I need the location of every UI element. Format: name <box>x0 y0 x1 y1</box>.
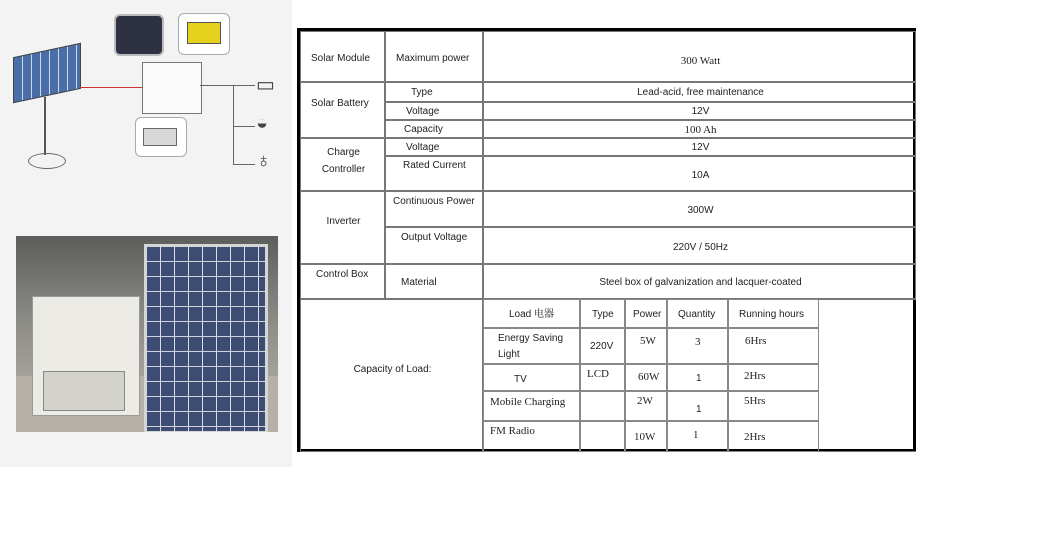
param-battery-type: Type <box>385 82 483 102</box>
value-battery-voltage: 12V <box>483 102 916 120</box>
param-battery-voltage: Voltage <box>385 102 483 120</box>
load-row-3-quantity: 1 <box>667 391 728 421</box>
output-bus <box>233 85 234 165</box>
value-battery-type: Lead-acid, free maintenance <box>483 82 916 102</box>
solar-panel-icon <box>13 43 81 103</box>
load-row-4-name: FM Radio <box>483 421 580 452</box>
param-controller-voltage: Voltage <box>385 138 483 156</box>
value-maximum-power: 300 Watt <box>483 31 916 82</box>
category-charge-controller: Charge Controller <box>300 138 385 191</box>
param-continuous-power: Continuous Power <box>385 191 483 227</box>
load-row-3-power: 2W <box>625 391 667 421</box>
load-row-2-type: LCD <box>580 364 625 391</box>
load-row-1-quantity: 3 <box>667 328 728 364</box>
capacity-of-load-label-cell: Capacity of Load: <box>300 299 483 452</box>
param-battery-capacity: Capacity <box>385 120 483 138</box>
load-row-1-power: 5W <box>625 328 667 364</box>
controller-box-icon <box>142 62 202 114</box>
param-output-voltage: Output Voltage <box>385 227 483 264</box>
load-row-3-hours: 5Hrs <box>728 391 819 421</box>
satellite-dish-icon: ◒ <box>256 112 269 134</box>
load-row-2-quantity: 1 <box>667 364 728 391</box>
system-diagram <box>0 0 292 205</box>
load-header-power: Power <box>625 299 667 328</box>
load-row-3-type <box>580 391 625 421</box>
param-rated-current: Rated Current <box>385 156 483 191</box>
value-rated-current: 10A <box>483 156 916 191</box>
value-output-voltage: 220V / 50Hz <box>483 227 916 264</box>
battery-icon <box>135 117 187 157</box>
load-row-4-hours: 2Hrs <box>728 421 819 452</box>
category-control-box: Control Box <box>300 264 385 299</box>
load-row-2-power: 60W <box>625 364 667 391</box>
light-bulb-icon: ♁ <box>256 150 271 172</box>
load-row-4-quantity: 1 <box>667 421 728 452</box>
param-maximum-power: Maximum power <box>385 31 483 82</box>
load-row-3-name: Mobile Charging <box>483 391 580 421</box>
value-controller-voltage: 12V <box>483 138 916 156</box>
load-row-2-hours: 2Hrs <box>728 364 819 391</box>
load-row-4-type <box>580 421 625 452</box>
spec-table <box>297 28 916 452</box>
load-header-quantity: Quantity <box>667 299 728 328</box>
tv-icon: ▭ <box>256 74 275 96</box>
panel-pole <box>44 97 46 155</box>
solar-panel-photo <box>144 244 268 432</box>
param-material: Material <box>385 264 483 299</box>
category-solar-module: Solar Module <box>300 31 385 82</box>
load-row-1-name: Energy Saving Light <box>483 328 580 364</box>
load-row-1-type: 220V <box>580 328 625 364</box>
value-material: Steel box of galvanization and lacquer-coated <box>483 264 916 299</box>
value-battery-capacity: 100 Ah <box>483 120 916 138</box>
load-header-running-hours: Running hours <box>728 299 819 328</box>
product-photo <box>16 236 278 432</box>
inverter-icon <box>178 13 230 55</box>
panel-base <box>28 153 66 169</box>
category-inverter: Inverter <box>300 191 385 264</box>
load-row-1-hours: 6Hrs <box>728 328 819 364</box>
solar-generator-cabinet <box>32 296 140 416</box>
charge-controller-icon <box>114 14 164 56</box>
load-row-2-name: TV <box>483 364 580 391</box>
load-header-type: Type <box>580 299 625 328</box>
panel-wire <box>80 87 145 88</box>
value-continuous-power: 300W <box>483 191 916 227</box>
load-row-4-power: 10W <box>625 421 667 452</box>
load-header-load: Load 电器 <box>483 299 580 328</box>
category-solar-battery: Solar Battery <box>300 82 385 138</box>
